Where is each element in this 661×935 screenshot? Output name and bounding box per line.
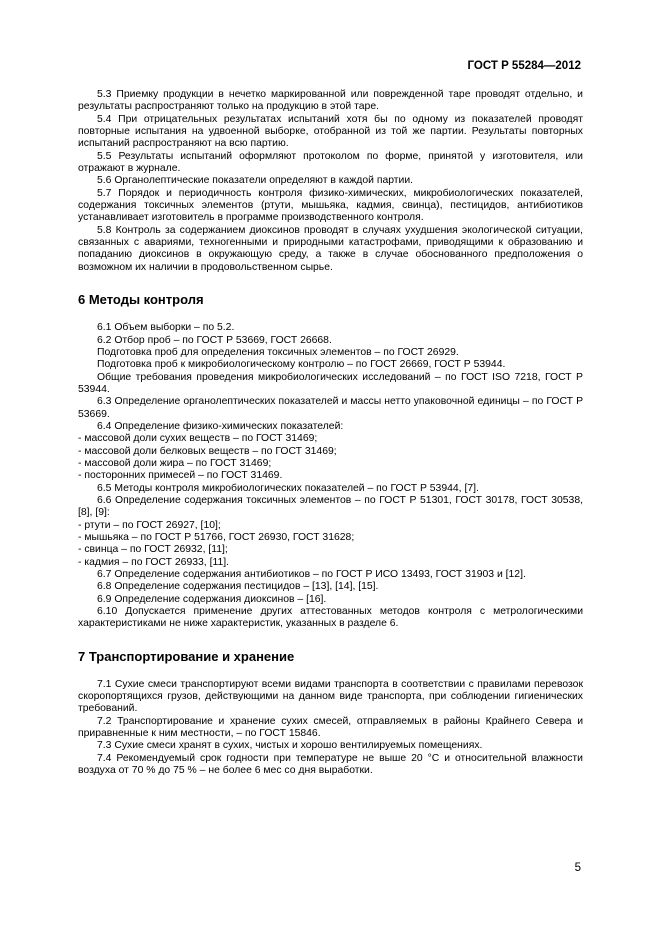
paragraph-6-2-toxic: Подготовка проб для определения токсичных элементов – по ГОСТ 26929. bbox=[97, 346, 459, 358]
list-item-lead: - свинца – по ГОСТ 26932, [11]; bbox=[78, 544, 228, 556]
paragraph-6-2-micro: Подготовка проб к микробиологическому контролю – по ГОСТ 26669, ГОСТ Р 53944. bbox=[97, 359, 506, 371]
paragraph-5-7: 5.7 Порядок и периодичность контроля физико-химических, микробиологических показателей, содержания токсичных элементов (ртути, мышьяка, кадмия, свинца), пестицидов, антибиотиков устанавливает изготовитель в программе производственного контроля. bbox=[78, 187, 583, 224]
paragraph-6-2: 6.2 Отбор проб – по ГОСТ Р 53669, ГОСТ 26668. bbox=[97, 334, 332, 346]
list-item-impurities: - посторонних примесей – по ГОСТ 31469. bbox=[78, 470, 283, 482]
paragraph-5-8: 5.8 Контроль за содержанием диоксинов проводят в случаях ухудшения экологической ситуации, связанных с авариями, техногенными и природными катастрофами, приводящими к образованию и попаданию диоксинов в окружающую среду, а также в случае обоснованного предположения о возможном их наличии в продовольственном сырье. bbox=[78, 224, 583, 273]
paragraph-7-1: 7.1 Сухие смеси транспортируют всеми видами транспорта в соответствии с правилами перевозок скоропортящихся грузов, действующими на данном виде транспорта, при соблюдении гигиенических требований. bbox=[78, 678, 583, 715]
paragraph-6-1: 6.1 Объем выборки – по 5.2. bbox=[97, 322, 235, 334]
paragraph-6-8: 6.8 Определение содержания пестицидов – [13], [14], [15]. bbox=[97, 581, 379, 593]
paragraph-5-6: 5.6 Органолептические показатели определяют в каждой партии. bbox=[97, 175, 414, 187]
paragraph-6-3: 6.3 Определение органолептических показателей и массы нетто упаковочной единицы – по ГОСТ Р 53669. bbox=[78, 396, 583, 420]
page-body bbox=[78, 89, 583, 778]
paragraph-6-10: 6.10 Допускается применение других аттестованных методов контроля с метрологическими характеристиками не ниже характеристик, указанных в разделе 6. bbox=[78, 606, 583, 630]
paragraph-6-2-general: Общие требования проведения микробиологических исследований – по ГОСТ ISO 7218, ГОСТ Р 53944. bbox=[78, 371, 583, 395]
paragraph-5-3: 5.3 Приемку продукции в нечетко маркированной или поврежденной таре проводят отдельно, и результаты распространяют только на продукцию в этой таре. bbox=[78, 89, 583, 113]
section-7-heading: 7 Транспортирование и хранение bbox=[78, 648, 295, 664]
page-number: 5 bbox=[574, 862, 581, 874]
list-item-protein: - массовой доли белковых веществ – по ГОСТ 31469; bbox=[78, 445, 337, 457]
list-item-arsenic: - мышьяка – по ГОСТ Р 51766, ГОСТ 26930, ГОСТ 31628; bbox=[78, 532, 355, 543]
paragraph-5-4: 5.4 При отрицательных результатах испытаний хотя бы по одному из показателей проводят повторные испытания на удвоенной выборке, отобранной из той же партии. Результаты повторных испытаний распространяют на всю партию. bbox=[78, 113, 583, 150]
section-6-heading: 6 Методы контроля bbox=[78, 292, 204, 308]
paragraph-5-5: 5.5 Результаты испытаний оформляют протоколом по форме, принятой у изготовителя, или отражают в журнале. bbox=[78, 150, 583, 175]
paragraph-6-9: 6.9 Определение содержания диоксинов – [16]. bbox=[97, 593, 327, 605]
list-item-dry-matter: - массовой доли сухих веществ – по ГОСТ 31469; bbox=[78, 433, 318, 445]
list-item-fat: - массовой доли жира – по ГОСТ 31469; bbox=[78, 457, 272, 469]
paragraph-7-4: 7.4 Рекомендуемый срок годности при температуре не выше 20 °С и относительной влажности воздуха от 70 % до 75 % – не более 6 мес со дня выработки. bbox=[78, 752, 583, 777]
document-id: ГОСТ Р 55284—2012 bbox=[467, 60, 581, 72]
paragraph-6-6: 6.6 Определение содержания токсичных элементов – по ГОСТ Р 51301, ГОСТ 30178, ГОСТ 30538, [8], [9]: bbox=[78, 494, 583, 519]
list-item-cadmium: - кадмия – по ГОСТ 26933, [11]. bbox=[78, 556, 230, 568]
list-item-mercury: - ртути – по ГОСТ 26927, [10]; bbox=[78, 519, 221, 531]
paragraph-6-7: 6.7 Определение содержания антибиотиков – по ГОСТ Р ИСО 13493, ГОСТ 31903 и [12]. bbox=[97, 569, 526, 581]
paragraph-6-4: 6.4 Определение физико-химических показателей: bbox=[97, 420, 344, 432]
paragraph-6-5: 6.5 Методы контроля микробиологических показателей – по ГОСТ Р 53944, [7]. bbox=[97, 482, 479, 494]
paragraph-7-2: 7.2 Транспортирование и хранение сухих смесей, отправляемых в районы Крайнего Севера и приравненные к ним местности, – по ГОСТ 15846. bbox=[78, 715, 583, 740]
paragraph-7-3: 7.3 Сухие смеси хранят в сухих, чистых и хорошо вентилируемых помещениях. bbox=[97, 740, 483, 752]
